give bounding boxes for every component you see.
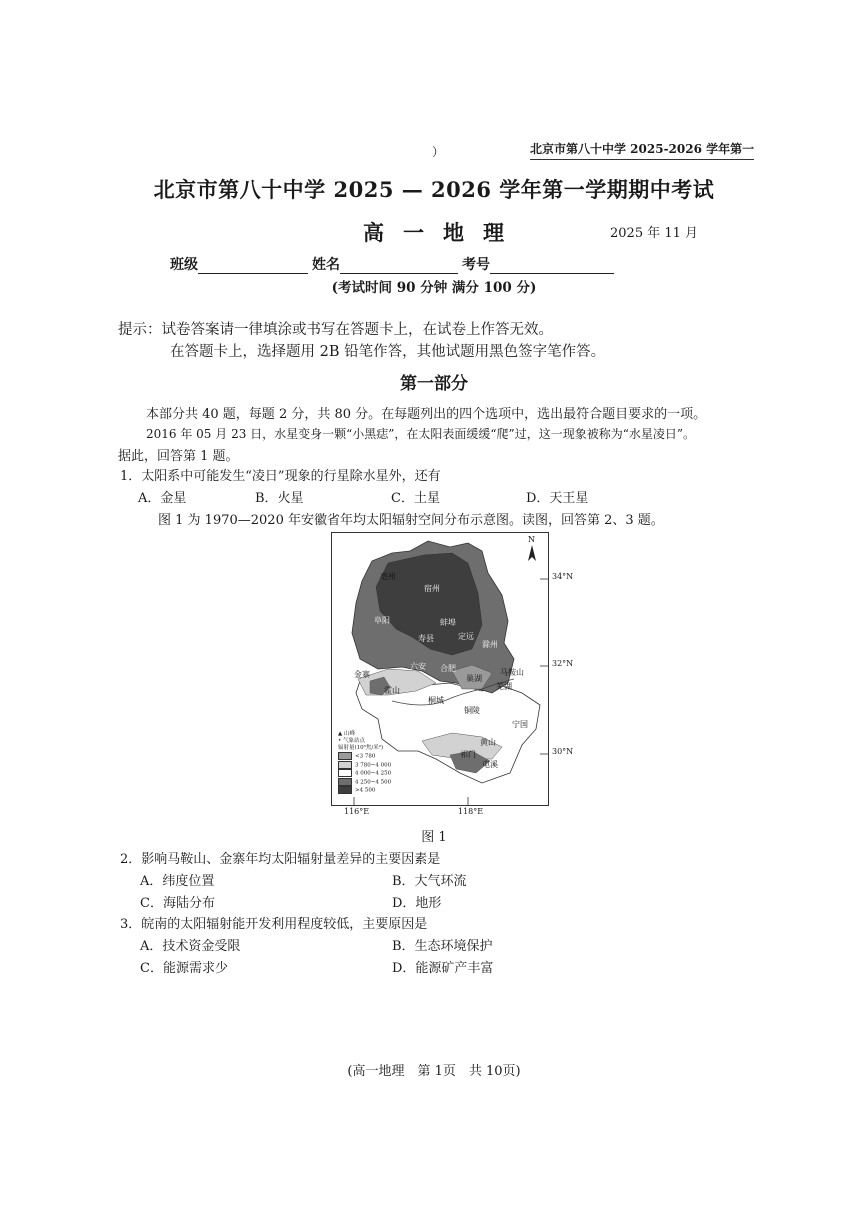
q1-option-c[interactable]: C．土星: [391, 491, 440, 506]
legend-station: • 气象站点: [338, 738, 365, 744]
class-field[interactable]: [198, 257, 308, 274]
place-chaohu: 巢湖: [466, 674, 482, 683]
tip-line-1: 提示：试卷答案请一律填涂或书写在答题卡上，在试卷上作答无效。: [118, 322, 553, 338]
student-info-row: [170, 254, 618, 274]
passage-line-2: 据此，回答第 1 题。: [118, 449, 239, 464]
q1-option-b[interactable]: B．火星: [255, 491, 304, 506]
exam-title: 北京市第八十中学 2025 — 2026 学年第一学期期中考试: [153, 177, 715, 202]
place-bengbu: 蚌埠: [440, 618, 456, 627]
name-field[interactable]: [340, 257, 458, 274]
exam-date: 2025 年 11 月: [610, 226, 699, 241]
place-hefei: 合肥: [440, 664, 456, 673]
place-ningguo: 宁国: [512, 720, 528, 729]
page-footer: (高一地理 第 1页 共 10页): [347, 1064, 521, 1079]
q3-option-d[interactable]: D．能源矿产丰富: [392, 961, 494, 976]
place-bozhou: 亳州: [380, 572, 396, 581]
legend-item-2: 3 780~4 000: [338, 761, 391, 770]
legend-peak: ▲ 山峰: [338, 731, 355, 737]
place-fuyang: 阜阳: [374, 616, 390, 625]
lat-30: 30°N: [552, 747, 574, 756]
figure-intro: 图 1 为 1970—2020 年安徽省年均太阳辐射空间分布示意图。读图，回答第 2、3 题。: [158, 513, 664, 528]
place-tongling: 铜陵: [464, 706, 480, 715]
radiation-map: [331, 532, 549, 806]
north-arrow-icon: [528, 545, 536, 561]
place-maanshan: 马鞍山: [500, 668, 524, 677]
q2-option-c[interactable]: C．海陆分布: [140, 896, 215, 911]
place-tunxi: 屯溪: [482, 760, 498, 769]
q2-option-d[interactable]: D．地形: [392, 896, 442, 911]
tip-line-2: 在答题卡上，选择题用 2B 铅笔作答，其他试题用黑色签字笔作答。: [170, 344, 606, 360]
q2-option-b[interactable]: B．大气环流: [392, 874, 467, 889]
q3-option-c[interactable]: C．能源需求少: [140, 961, 228, 976]
legend-unit: 辐射量(10⁶焦/米²): [338, 745, 384, 751]
place-luan: 六安: [410, 662, 426, 671]
place-wuhu: 芜湖: [496, 682, 512, 691]
part-intro: 本部分共 40 题，每题 2 分，共 80 分。在每题列出的四个选项中，选出最符合题目要求的一项。: [146, 407, 707, 422]
lat-32: 32°N: [552, 659, 574, 668]
q1-option-a[interactable]: A．金星: [138, 491, 187, 506]
question-3-stem: 3．皖南的太阳辐射能开发利用程度较低，主要原因是: [120, 917, 428, 932]
legend-item-5: >4 500: [338, 786, 391, 795]
place-qimen: 祁门: [460, 750, 476, 759]
q2-option-a[interactable]: A．纬度位置: [140, 874, 215, 889]
place-shouxian: 寿县: [418, 634, 434, 643]
q3-option-b[interactable]: B．生态环境保护: [392, 939, 493, 954]
place-tongcheng: 桐城: [428, 696, 444, 705]
exam-no-field[interactable]: [490, 257, 614, 274]
place-suzhou: 宿州: [424, 584, 440, 593]
map-legend: [338, 731, 391, 795]
class-label: 班级: [170, 257, 198, 273]
question-1-stem: 1．太阳系中可能发生“凌日”现象的行星除水星外，还有: [120, 469, 441, 484]
lon-116: 116°E: [344, 807, 370, 816]
lon-118: 118°E: [458, 807, 484, 816]
place-dingyuan: 定远: [458, 632, 474, 641]
lat-34: 34°N: [552, 572, 574, 581]
place-chuzhou: 滁州: [482, 640, 498, 649]
question-2-stem: 2．影响马鞍山、金寨年均太阳辐射量差异的主要因素是: [120, 852, 441, 867]
figure-caption: 图 1: [421, 830, 447, 845]
place-jinzhai: 金寨: [354, 670, 370, 679]
exam-no-label: 考号: [462, 257, 490, 273]
legend-item-1: <3 780: [338, 752, 391, 761]
running-header: 北京市第八十中学 2025-2026 学年第一: [530, 140, 754, 160]
stray-mark: ）: [432, 145, 445, 159]
part-heading: 第一部分: [400, 374, 468, 394]
q3-option-a[interactable]: A．技术资金受限: [140, 939, 241, 954]
passage-line-1: 2016 年 05 月 23 日，水星变身一颗“小黑痣”，在太阳表面缓缓“爬”过，这一现象被称为“水星凌日”。: [146, 427, 695, 441]
north-label: N: [528, 535, 535, 544]
subject-title: 高一地理: [363, 220, 523, 245]
time-note: (考试时间 90 分钟 满分 100 分): [331, 280, 537, 296]
name-label: 姓名: [312, 257, 340, 273]
legend-item-4: 4 250~4 500: [338, 778, 391, 787]
place-huangshan: 黄山: [480, 738, 496, 747]
q1-option-d[interactable]: D．天王星: [526, 491, 589, 506]
legend-item-3: 4 000~4 250: [338, 769, 391, 778]
place-huoshan: 霍山: [384, 686, 400, 695]
